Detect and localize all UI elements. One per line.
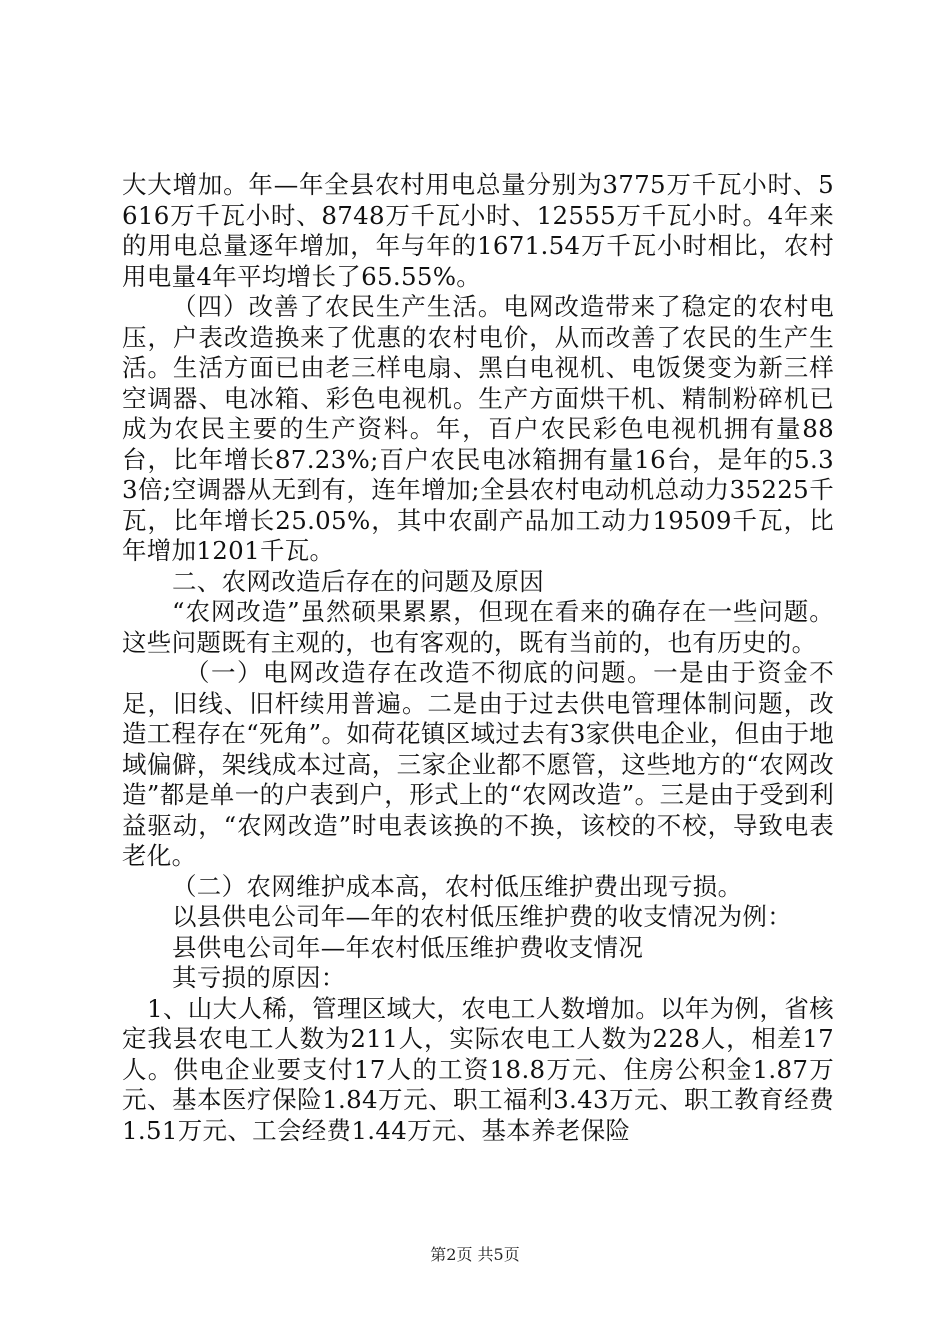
paragraph-incomplete-renovation: （一）电网改造存在改造不彻底的问题。一是由于资金不足，旧线、旧杆续用普遍。二是由于过去供电管理体制问题，改造工程存在“死角”。如荷花镇区域过去有3家供电企业，但由于地域偏僻，架线成本过高，三家企业都不愿管，这些地方的“农网改造”都是单一的户表到户，形式上的“农网改造”。三是由于受到利益驱动，“农网改造”时电表该换的不换，该校的不校，导致电表老化。 [122, 658, 834, 870]
paragraph-loss-reasons: 其亏损的原因： [172, 963, 346, 992]
paragraph-improved-living: （四）改善了农民生产生活。电网改造带来了稳定的农村电压，户表改造换来了优惠的农村电价，从而改善了农民的生产生活。生活方面已由老三样电扇、黑白电视机、电饭煲变为新三样空调器、电冰箱、彩色电视机。生产方面烘干机、精制粉碎机已成为农民主要的生产资料。年，百户农民彩色电视机拥有量88台，比年增长87.23%;百户农民电冰箱拥有量16台，是年的5.33倍;空调器从无到有，连年增加;全县农村电动机总动力35225千瓦，比年增长25.05%，其中农副产品加工动力19509千瓦，比年增加1201千瓦。 [122, 292, 834, 565]
paragraph-maintenance-cost: （二）农网维护成本高，农村低压维护费出现亏损。 [172, 871, 743, 901]
section-heading-problems: 二、农网改造后存在的问题及原因 [172, 566, 544, 596]
page-number: 第2页 共5页 [430, 1245, 520, 1264]
document-body [122, 170, 834, 1146]
paragraph-electricity-usage: 大大增加。年—年全县农村用电总量分别为3775万千瓦小时、5616万千瓦小时、8748万千瓦小时、12555万千瓦小时。4年来的用电总量逐年增加，年与年的1671.54万千瓦小时相比，农村用电量4年平均增长了65.55%。 [122, 170, 834, 291]
table-caption: 县供电公司年—年农村低压维护费收支情况 [172, 932, 644, 962]
paragraph-example-intro: 以县供电公司年—年的农村低压维护费的收支情况为例： [172, 902, 792, 931]
paragraph-problems-intro: “农网改造”虽然硕果累累，但现在看来的确存在一些问题。这些问题既有主观的，也有客观的，既有当前的，也有历史的。 [122, 597, 834, 657]
paragraph-reason-1: 1、山大人稀，管理区域大，农电工人数增加。以年为例，省核定我县农电工人数为211人，实际农电工人数为228人，相差17人。供电企业要支付17人的工资18.8万元、住房公积金1.87万元、基本医疗保险1.84万元、职工福利3.43万元、职工教育经费1.51万元、工会经费1.44万元、基本养老保险 [122, 993, 834, 1145]
